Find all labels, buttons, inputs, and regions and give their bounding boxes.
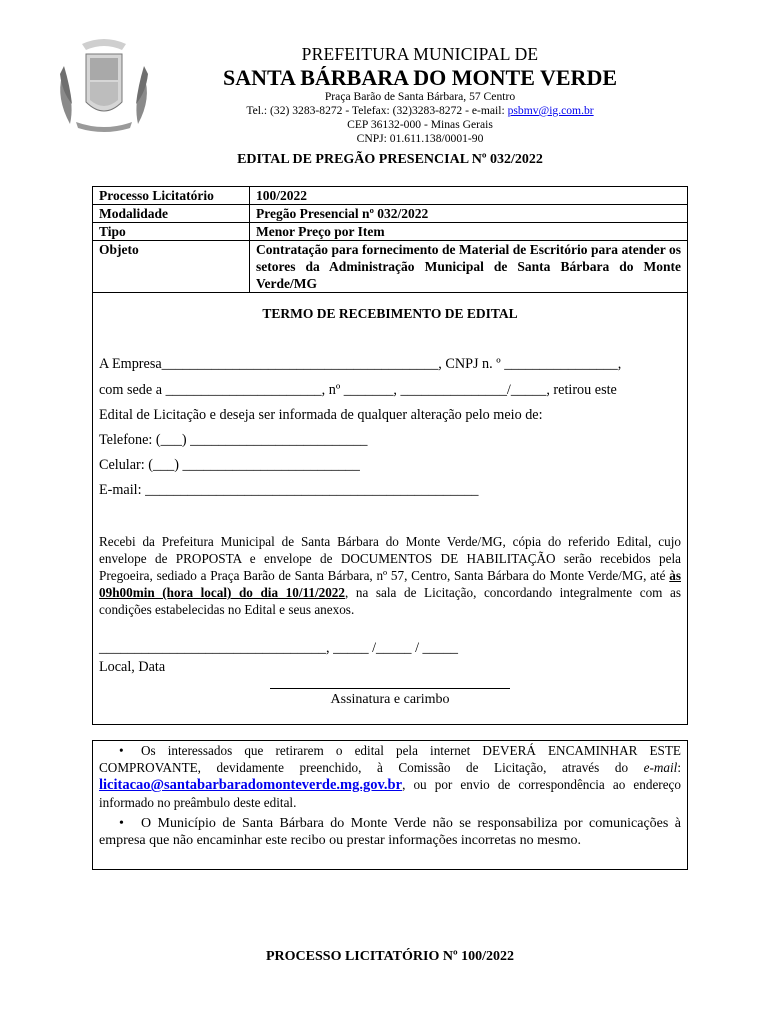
signature-label: Assinatura e carimbo xyxy=(330,692,450,707)
process-info-table xyxy=(92,186,688,293)
table-value: 100/2022 xyxy=(250,187,688,205)
sede-field[interactable]: com sede a ______________________, nº _______, _______________/_____, retirou este xyxy=(99,382,617,398)
note-item xyxy=(99,815,681,849)
header-prefeitura: PREFEITURA MUNICIPAL DE xyxy=(301,44,539,64)
header-cnpj: CNPJ: 01.611.138/0001-90 xyxy=(356,132,484,145)
celular-field[interactable]: Celular: (___) _________________________ xyxy=(99,457,360,473)
bullet-icon: • xyxy=(119,816,124,831)
table-value: Pregão Presencial nº 032/2022 xyxy=(250,205,688,223)
table-label: Tipo xyxy=(93,223,250,241)
note-colon: : xyxy=(677,760,681,775)
municipal-crest-logo xyxy=(52,36,156,138)
header-contact xyxy=(150,104,690,118)
table-label: Modalidade xyxy=(93,205,250,223)
date-field[interactable]: ________________________________, _____ /_____ / _____ xyxy=(99,640,459,656)
note-email-label: e-mail xyxy=(643,760,678,775)
licitacao-email-link[interactable]: licitacao@santabarbaradomonteverde.mg.gov.br xyxy=(99,777,403,793)
termo-frame xyxy=(92,288,688,725)
table-value: Menor Preço por Item xyxy=(250,223,688,241)
header-email-link[interactable]: psbmv@ig.com.br xyxy=(507,104,594,117)
bullet-icon: • xyxy=(119,743,124,758)
table-label: Objeto xyxy=(93,241,250,293)
edital-contact-line: Edital de Licitação e deseja ser informada de qualquer alteração pelo meio de: xyxy=(99,407,543,423)
email-field[interactable]: E-mail: _______________________________________________ xyxy=(99,482,479,498)
header-municipality-name: SANTA BÁRBARA DO MONTE VERDE xyxy=(222,65,618,90)
header-cep: CEP 36132-000 - Minas Gerais xyxy=(347,118,493,131)
note-text: O Município de Santa Bárbara do Monte Verde não se responsabiliza por comunicações à empresa que não encaminhar este recibo ou prestar informações incorretas no mesmo. xyxy=(99,816,681,848)
header-phone: Tel.: (32) 3283-8272 - Telefax: (32)3283-8272 - e-mail: xyxy=(246,104,508,117)
table-row xyxy=(93,187,688,205)
signature-line xyxy=(270,688,510,689)
table-row xyxy=(93,241,688,293)
receipt-text-start: Recebi da Prefeitura Municipal de Santa Bárbara do Monte Verde/MG, cópia do referido Edital, cujo envelope de PROPOSTA e envelope de DOCUMENTOS DE HABILITAÇÃO serão recebidos pela Pregoeira, sediado a Praça Barão de Santa Bárbara, nº 57, Centro, Santa Bárbara do Monte Verde/MG, até xyxy=(99,534,681,583)
termo-title: TERMO DE RECEBIMENTO DE EDITAL xyxy=(262,306,518,321)
note-text: , ou por envio de correspondência ao endereço informado no preâmbulo deste edital. xyxy=(99,777,681,810)
deadline-highlight: às 09h00min (hora local) do dia 10/11/2022 xyxy=(99,568,681,600)
receipt-paragraph xyxy=(99,533,681,618)
footer-process-number: PROCESSO LICITATÓRIO Nº 100/2022 xyxy=(266,949,514,964)
table-row xyxy=(93,205,688,223)
local-data-label: Local, Data xyxy=(99,659,166,675)
note-item xyxy=(99,742,681,811)
table-row xyxy=(93,223,688,241)
empresa-field[interactable]: A Empresa_______________________________________, CNPJ n. º ________________, xyxy=(99,356,622,372)
header-address: Praça Barão de Santa Bárbara, 57 Centro xyxy=(324,90,516,103)
edital-title: EDITAL DE PREGÃO PRESENCIAL Nº 032/2022 xyxy=(237,152,543,167)
note-text: Os interessados que retirarem o edital pela internet DEVERÁ ENCAMINHAR ESTE COMPROVANTE, devidamente preenchido, à Comissão de Licitação, através do xyxy=(99,743,681,775)
table-label: Processo Licitatório xyxy=(93,187,250,205)
telefone-field[interactable]: Telefone: (___) _________________________ xyxy=(99,432,368,448)
receipt-text-end: , na sala de Licitação, concordando integralmente com as condições estabelecidas no Edital e seus anexos. xyxy=(99,585,681,617)
table-value: Contratação para fornecimento de Material de Escritório para atender os setores da Administração Municipal de Santa Bárbara do Monte Verde/MG xyxy=(250,241,688,293)
